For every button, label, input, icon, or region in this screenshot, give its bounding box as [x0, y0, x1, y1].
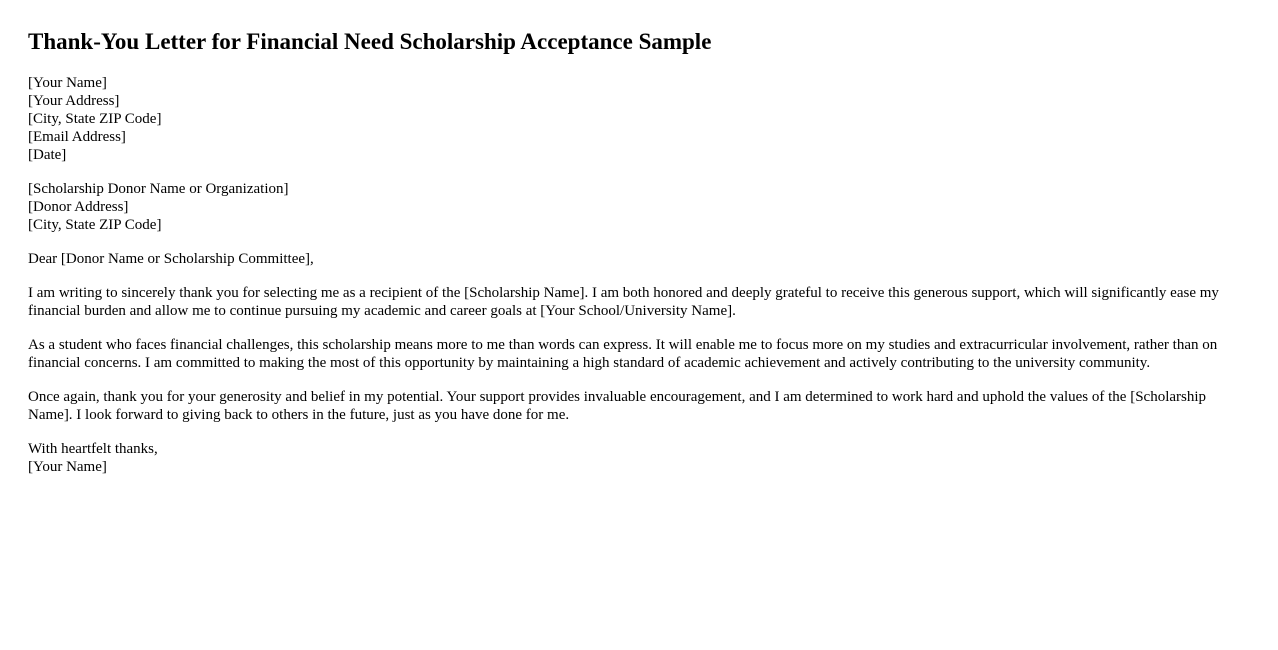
- salutation: Dear [Donor Name or Scholarship Committee],: [28, 251, 314, 267]
- body-paragraph: I am writing to sincerely thank you for selecting me as a recipient of the [Scholarship Name]. I am both honored and deeply grateful to receive this generous support, which will significantly ease my financial burden and allow me to continue pursuing my academic and career goals at [Your School/University Name].: [28, 285, 1219, 319]
- body-paragraph: Once again, thank you for your generosity and belief in my potential. Your support provides invaluable encouragement, and I am determined to work hard and uphold the values of the [Scholarship Name]. I look forward to giving back to others in the future, just as you have done for me.: [28, 389, 1207, 423]
- signature-name: [Your Name]: [28, 459, 107, 475]
- sender-city-state-zip: [City, State ZIP Code]: [28, 111, 162, 127]
- page-title: Thank-You Letter for Financial Need Scholarship Acceptance Sample: [28, 29, 712, 54]
- body-paragraph: As a student who faces financial challenges, this scholarship means more to me than words can express. It will enable me to focus more on my studies and extracurricular involvement, rather than on financial concerns. I am committed to making the most of this opportunity by maintaining a high standard of academic achievement and actively contributing to the university community.: [28, 337, 1218, 371]
- sender-name: [Your Name]: [28, 75, 107, 91]
- recipient-address-block: [28, 180, 1250, 234]
- recipient-address: [Donor Address]: [28, 199, 129, 215]
- recipient-city-state-zip: [City, State ZIP Code]: [28, 217, 162, 233]
- letter-page: [28, 0, 1250, 492]
- closing-phrase: With heartfelt thanks,: [28, 441, 158, 457]
- recipient-name: [Scholarship Donor Name or Organization]: [28, 181, 289, 197]
- letter-date: [Date]: [28, 147, 67, 163]
- sender-address-block: [28, 74, 1250, 164]
- sender-email: [Email Address]: [28, 129, 126, 145]
- closing-block: [28, 440, 1250, 476]
- sender-address: [Your Address]: [28, 93, 120, 109]
